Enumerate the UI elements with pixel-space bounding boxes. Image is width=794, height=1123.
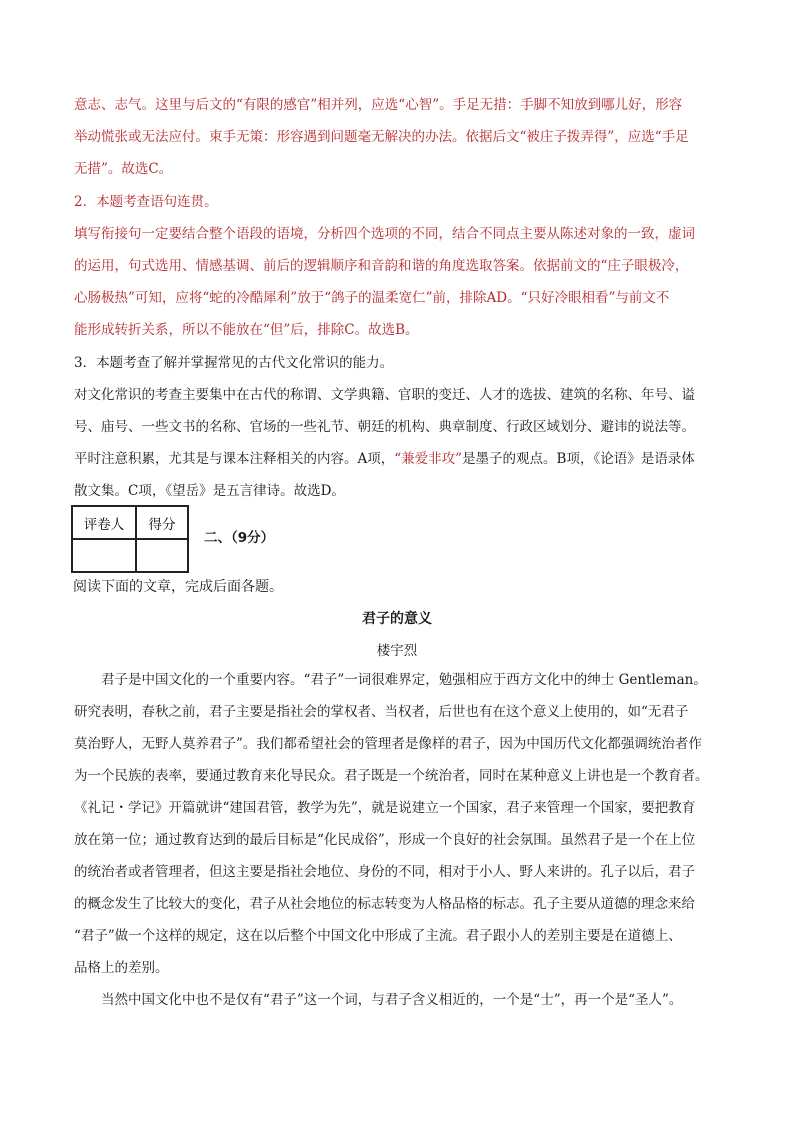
essay-line: 品格上的差别。 bbox=[74, 960, 169, 976]
essay-line: 莫治野人，无野人莫养君子”。我们都希望社会的管理者是像样的君子，因为中国历代文化都强调统治者作 bbox=[74, 736, 702, 752]
reviewer-cell bbox=[72, 539, 136, 572]
essay-line: 的概念发生了比较大的变化，君子从社会地位的标志转变为人格品格的标志。孔子主要从道德的理念来给 bbox=[74, 896, 695, 912]
answer-text: 的运用，句式选用、情感基调、前后的逻辑顺序和音韵和谐的角度选取答案。依据前文的“庄子眼极冷， bbox=[74, 258, 689, 274]
answer-line bbox=[74, 385, 728, 405]
essay-line: 的统治者或者管理者，但这主要是指社会地位、身份的不同，相对于小人、野人来讲的。孔子以后，君子 bbox=[74, 864, 695, 880]
essay-line: 君子是中国文化的一个重要内容。“君子”一词很难界定，勉强相应于西方文化中的绅士 Gentleman。 bbox=[101, 672, 707, 688]
essay-line: 为一个民族的表率，要通过教育来化导民众。君子既是一个统治者，同时在某种意义上讲也是一个教育者。 bbox=[74, 768, 709, 784]
section-heading: 二、（9分） bbox=[204, 530, 275, 546]
answer-text: 填写衔接句一定要结合整个语段的语境，分析四个选项的不同，结合不同点主要从陈述对象的一致，虚词 bbox=[74, 226, 695, 242]
answer-line bbox=[74, 320, 728, 340]
answer-text: 无措”。故选C。 bbox=[74, 161, 173, 177]
essay-title: 君子的意义 bbox=[362, 611, 432, 627]
answer-text: “兼爱非攻” bbox=[394, 451, 463, 467]
answer-line bbox=[74, 127, 728, 147]
essay-line: 《礼记・学记》开篇就讲“建国君管，教学为先”，就是说建立一个国家，君子来管理一个国家，要把教育 bbox=[74, 800, 696, 816]
essay-line: “君子”做一个这样的规定，这在以后整个中国文化中形成了主流。君子跟小人的差别主要是在道德上、 bbox=[74, 928, 682, 944]
answer-text: 号、庙号、一些文书的名称、官场的一些礼节、朝廷的机构、典章制度、行政区域划分、避讳的说法等。 bbox=[74, 419, 695, 435]
answer-text: 举动慌张或无法应付。束手无策：形容遇到问题毫无解决的办法。依据后文“被庄子拨弄得”，应选“手足 bbox=[74, 129, 689, 145]
answer-text: 是墨子的观点。B项，《论语》是语录体 bbox=[462, 451, 695, 467]
answer-line bbox=[74, 256, 728, 276]
essay-line: 放在第一位；通过教育达到的最后目标是“化民成俗”，形成一个良好的社会氛围。虽然君子是一个在上位 bbox=[74, 832, 696, 848]
reviewer-label: 评卷人 bbox=[72, 506, 136, 539]
answer-line bbox=[74, 288, 728, 308]
reading-instruction: 阅读下面的文章，完成后面各题。 bbox=[73, 579, 283, 595]
answer-text: 2．本题考查语句连贯。 bbox=[74, 194, 218, 210]
score-table bbox=[71, 505, 189, 573]
essay-line: 研究表明，春秋之前，君子主要是指社会的掌权者、当权者，后世也有在这个意义上使用的，如“无君子 bbox=[74, 704, 689, 720]
answer-text: 能形成转折关系，所以不能放在“但”后，排除C。故选B。 bbox=[74, 322, 419, 338]
answer-line bbox=[74, 449, 728, 469]
essay-line: 当然中国文化中也不是仅有“君子”这一个词，与君子含义相近的，一个是“士”，再一个是“圣人”。 bbox=[101, 992, 683, 1008]
answer-line bbox=[74, 224, 728, 244]
answer-text: 散文集。C项，《望岳》是五言律诗。故选D。 bbox=[74, 483, 345, 499]
answer-line bbox=[74, 353, 728, 373]
answer-text: 心肠极热”可知，应将“蛇的冷酷犀利”放于“鸽子的温柔宽仁”前，排除AD。“只好冷眼相看”与前文不 bbox=[74, 290, 670, 306]
answer-line bbox=[74, 159, 728, 179]
answer-text: 意志、志气。这里与后文的“有限的感官”相并列，应选“心智”。手足无措：手脚不知放到哪儿好，形容 bbox=[74, 97, 683, 113]
score-label: 得分 bbox=[136, 506, 188, 539]
answer-text: 对文化常识的考查主要集中在古代的称谓、文学典籍、官职的变迁、人才的选拔、建筑的名称、年号、谥 bbox=[74, 387, 695, 403]
answer-text: 平时注意积累，尤其是与课本注释相关的内容。A项， bbox=[74, 451, 395, 467]
essay-author: 楼宇烈 bbox=[376, 643, 418, 659]
answer-line bbox=[74, 417, 728, 437]
score-cell bbox=[136, 539, 188, 572]
answer-line bbox=[74, 481, 728, 501]
answer-text: 3．本题考查了解并掌握常见的古代文化常识的能力。 bbox=[74, 355, 394, 371]
answer-line bbox=[74, 95, 728, 115]
answer-line bbox=[74, 192, 728, 212]
